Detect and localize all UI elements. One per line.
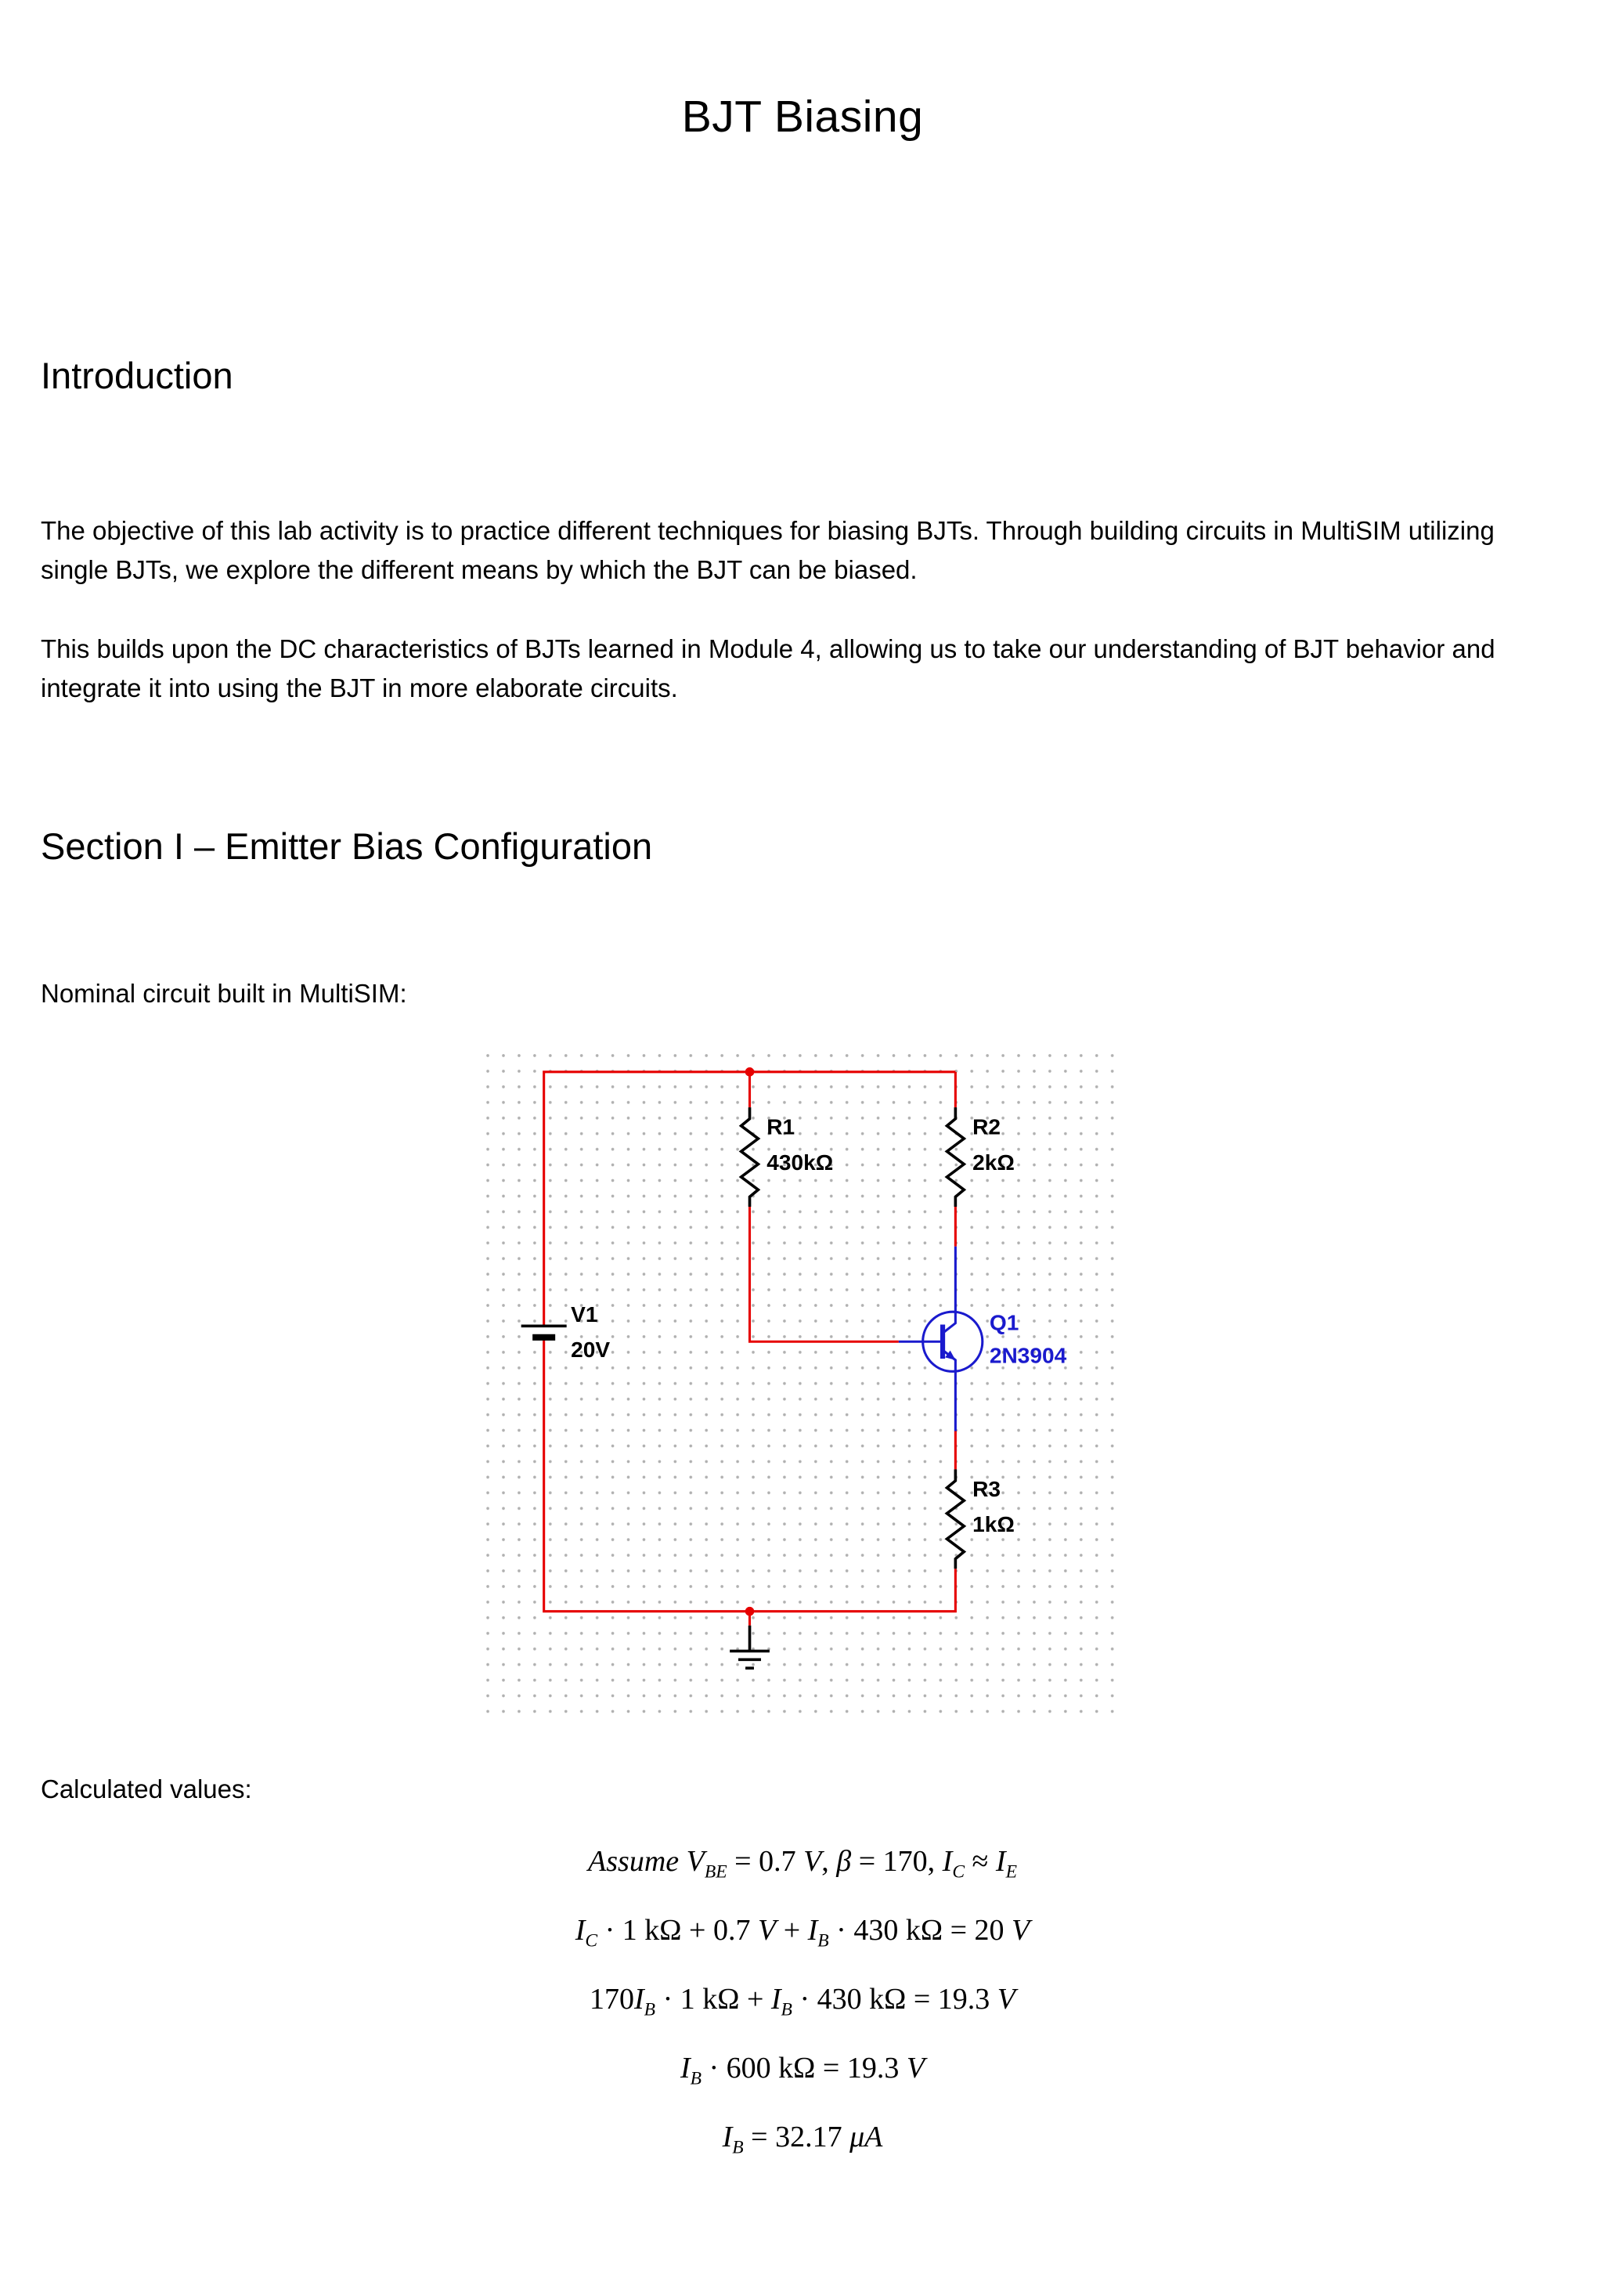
intro-paragraph-1: The objective of this lab activity is to practice different techniques for biasing BJTs. Through building circuits in MultiSIM utilizing single BJTs, we explore the different means by which the BJT can be biased. [41,516,1495,584]
junction-dot-top [745,1067,754,1077]
calculated-values-label: Calculated values: [41,1774,252,1803]
r3-label: R3 [972,1476,1001,1501]
q1-transistor-symbol [922,1312,982,1371]
equation-line-5: $I_B = 32.17$ μA [722,2121,883,2158]
r1-value: 430kΩ [766,1150,833,1175]
equation-line-4: $I_B \cdot 600$ kΩ = 19.3 V [680,2052,925,2089]
r2-label: R2 [972,1114,1001,1139]
circuit-canvas [480,1048,1126,1715]
equation-line-2: $I_C \cdot 1$ kΩ + 0.7 $V + I_B \cdot 430$ kΩ = 20 V [575,1914,1030,1951]
v1-value: 20V [570,1337,610,1362]
q1-value: 2N3904 [989,1342,1066,1367]
intro-paragraph-2: This builds upon the DC characteristics of BJTs learned in Module 4, allowing us to take our understanding of BJT behavior and integrate it into using the BJT in more elaborate circuits. [41,634,1495,702]
equations-block [41,1827,1564,2171]
q1-label: Q1 [989,1310,1019,1335]
document-title: BJT Biasing [681,92,924,142]
r3-value: 1kΩ [972,1511,1015,1536]
equation-line-1: Assume $V_{BE} = 0.7$ V, β = 170, $I_C \approx I_E$ [588,1845,1017,1883]
junction-dot-bottom [745,1606,754,1616]
section1-heading: Section I – Emitter Bias Configuration [41,825,653,867]
circuit-caption: Nominal circuit built in MultiSIM: [41,979,407,1008]
r1-label: R1 [766,1114,795,1139]
introduction-heading: Introduction [41,355,233,396]
equation-line-3: $170I_B \cdot 1$ $k\Omega + I_B \cdot 430$ kΩ = 19.3 V [590,1983,1015,2020]
v1-label: V1 [570,1301,597,1327]
grid-dots-layer [480,1048,1126,1715]
r2-value: 2kΩ [972,1150,1015,1175]
document-page [0,91,1605,2296]
circuit-figure [480,1048,1126,1715]
